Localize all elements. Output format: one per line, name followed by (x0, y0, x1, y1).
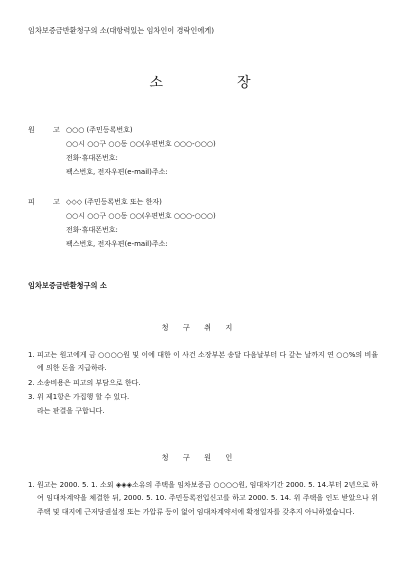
claim-purpose-item-1 (28, 349, 378, 376)
defendant-address: ○○시 ○○구 ○○동 ○○(우편번호 ○○○-○○○) (66, 212, 216, 220)
item-text: 소송비용은 피고의 부담으로 한다. (37, 379, 141, 387)
suit-name: 임차보증금반환청구의 소 (28, 281, 107, 290)
plaintiff-label: 원 고 (28, 126, 68, 134)
claim-purpose-closing: 라는 판결을 구합니다. (37, 407, 105, 415)
defendant-label: 피 고 (28, 198, 68, 206)
defendant-phone: 전화·휴대폰번호: (66, 226, 118, 234)
item-number: 1. (28, 481, 35, 489)
item-text: 위 제1항은 가집행 할 수 있다. (37, 393, 130, 401)
defendant-fax-email: 팩스번호, 전자우편(e-mail)주소: (66, 240, 168, 248)
item-text: 피고는 원고에게 금 ○○○○원 및 이에 대한 이 사건 소장부본 송달 다음날부터 다 갚는 날까지 연 ○○%의 비율에 의한 돈을 지급하라. (37, 351, 378, 373)
item-number: 1. (28, 351, 35, 359)
claim-purpose-item-3 (28, 391, 378, 404)
document-title: 소장 (149, 75, 325, 91)
item-number: 2. (28, 379, 35, 387)
claim-purpose-item-2 (28, 377, 378, 390)
defendant-name: ◇◇◇ (주민등록번호 또는 한자) (66, 198, 162, 206)
item-text: 원고는 2000. 5. 1. 소외 ◈◈◈소유의 주택을 임차보증금 ○○○○원, 임대차기간 2000. 5. 14.부터 2년으로 하여 임대차계약을 체결한 뒤, 2000. 5. 10. 주민등록전입신고를 하고 2000. 5. 14. 위 주택을 인도 받았으나 위 주택 및 대지에 근저당권설정 또는 가압류 등이 없어 임대차계약서에 확정일자를 갖추지 아니하였습니다. (37, 481, 378, 516)
claim-purpose-title: 청 구 취 지 (161, 323, 239, 332)
plaintiff-fax-email: 팩스번호, 전자우편(e-mail)주소: (66, 168, 168, 176)
claim-cause-title: 청 구 원 인 (161, 453, 239, 462)
plaintiff-address: ○○시 ○○구 ○○동 ○○(우편번호 ○○○-○○○) (66, 140, 216, 148)
plaintiff-phone: 전화·휴대폰번호: (66, 154, 118, 162)
document-header: 임차보증금반환청구의 소(대항력있는 임차인이 경락인에게) (28, 26, 215, 35)
plaintiff-name: ○○○ (주민등록번호) (66, 126, 133, 134)
claim-cause-item-1 (28, 479, 378, 519)
item-number: 3. (28, 393, 35, 401)
